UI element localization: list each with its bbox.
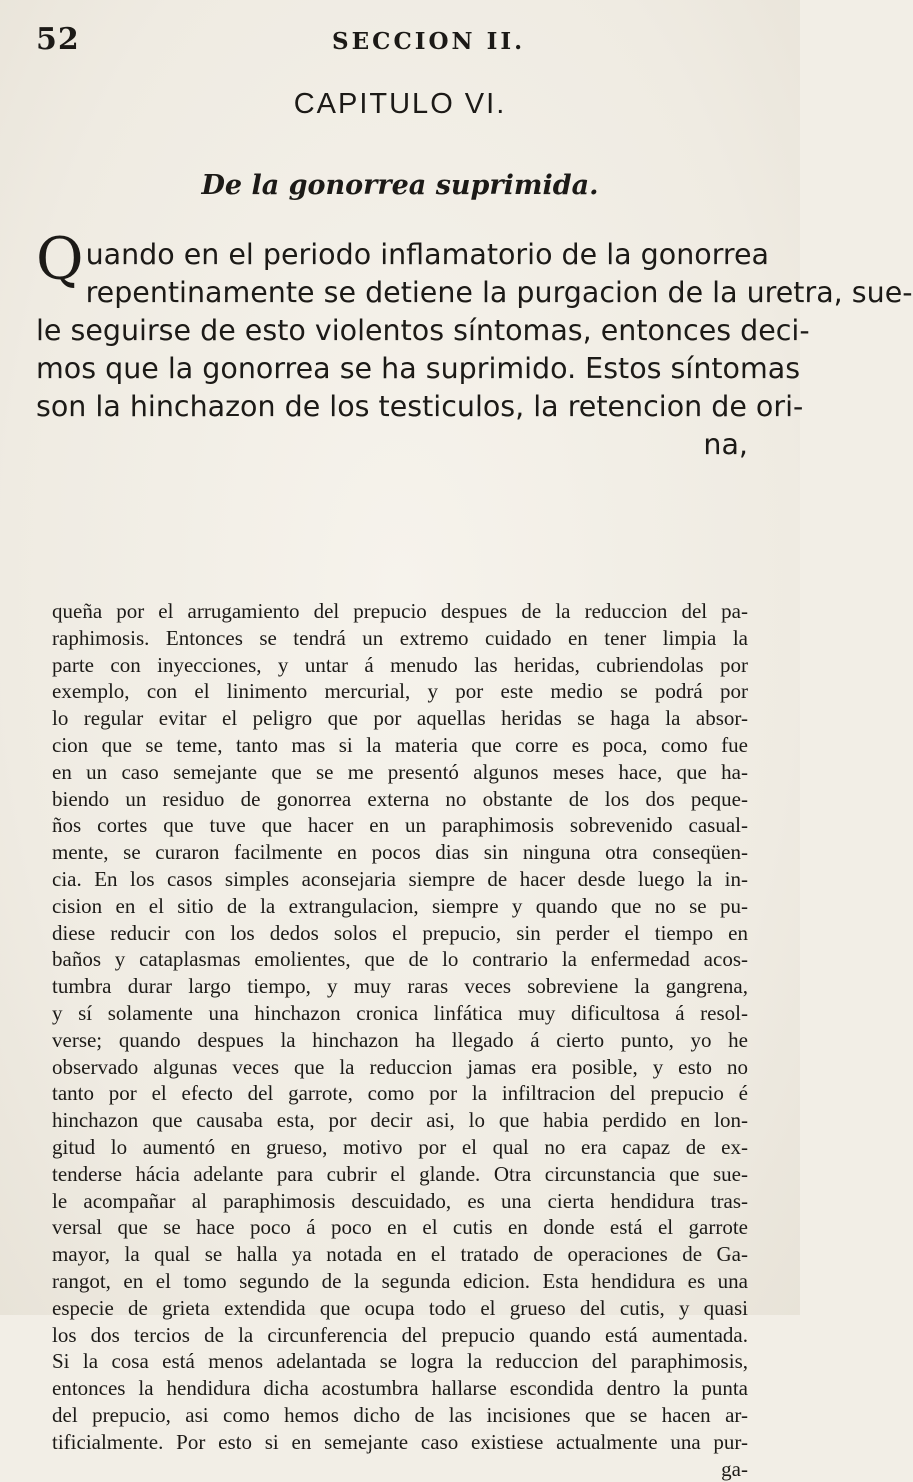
text-line: mayor, la qual se halla ya notada en el tratado de operaciones de Ga- [52, 1241, 748, 1268]
text-line: baños y cataplasmas emolientes, que de lo contrario la enfermedad acos- [52, 946, 748, 973]
chapter-title: CAPITULO VI. [0, 88, 800, 121]
text-line: mente, se curaron facilmente en pocos dias sin ninguna otra conseqüen- [52, 839, 748, 866]
text-line: verse; quando despues la hinchazon ha llegado á cierto punto, yo he [52, 1027, 748, 1054]
text-line: parte con inyecciones, y untar á menudo las heridas, cubriendolas por [52, 652, 748, 679]
text-line: queña por el arrugamiento del prepucio despues de la reduccion del pa- [52, 598, 748, 625]
text-line: tificialmente. Por esto si en semejante caso existiese actualmente una pur- [52, 1429, 748, 1456]
text-line: Si la cosa está menos adelantada se logra la reduccion del paraphimosis, [52, 1348, 748, 1375]
text-line: exemplo, con el linimento mercurial, y por este medio se podrá por [52, 678, 748, 705]
text-line: lo regular evitar el peligro que por aquellas heridas se haga la absor- [52, 705, 748, 732]
text-line: y sí solamente una hinchazon cronica linfática muy dificultosa á resol- [52, 1000, 748, 1027]
lead-line: uando en el periodo inflamatorio de la gonorrea [36, 236, 748, 274]
text-line: raphimosis. Entonces se tendrá un extremo cuidado en tener limpia la [52, 625, 748, 652]
text-line: diese reducir con los dedos solos el prepucio, sin perder el tiempo en [52, 920, 748, 947]
chapter-subtitle: De la gonorrea suprimida. [0, 170, 800, 201]
text-line: entonces la hendidura dicha acostumbra hallarse escondida dentro la punta [52, 1375, 748, 1402]
lead-line: le seguirse de esto violentos síntomas, entonces deci- [36, 312, 748, 350]
text-line: observado algunas veces que la reduccion jamas era posible, y esto no [52, 1054, 748, 1081]
text-line: biendo un residuo de gonorrea externa no obstante de los dos peque- [52, 786, 748, 813]
lead-line: na, [36, 426, 748, 464]
text-line: tumbra durar largo tiempo, y muy raras veces sobreviene la gangrena, [52, 973, 748, 1000]
lead-line: son la hinchazon de los testiculos, la retencion de ori- [36, 388, 748, 426]
text-line: ños cortes que tuve que hacer en un paraphimosis sobrevenido casual- [52, 812, 748, 839]
catchword: ga- [52, 1456, 748, 1482]
page-header [36, 22, 760, 62]
lead-line: mos que la gonorrea se ha suprimido. Estos síntomas [36, 350, 748, 388]
text-line: cision en el sitio de la extrangulacion, siempre y quando que no se pu- [52, 893, 748, 920]
page-number: 52 [36, 22, 80, 57]
text-line: los dos tercios de la circunferencia del prepucio quando está aumentada. [52, 1322, 748, 1349]
text-line: versal que se hace poco á poco en el cutis en donde está el garrote [52, 1214, 748, 1241]
small-print-paragraph [52, 598, 748, 1482]
lead-paragraph [36, 236, 748, 464]
text-line: cia. En los casos simples aconsejaria siempre de hacer desde luego la in- [52, 866, 748, 893]
text-line: especie de grieta extendida que ocupa todo el grueso del cutis, y quasi [52, 1295, 748, 1322]
drop-cap: Q [36, 240, 84, 278]
text-line: le acompañar al paraphimosis descuidado, es una cierta hendidura tras- [52, 1188, 748, 1215]
text-line: hinchazon que causaba esta, por decir asi, lo que habia perdido en lon- [52, 1107, 748, 1134]
text-line: rangot, en el tomo segundo de la segunda edicion. Esta hendidura es una [52, 1268, 748, 1295]
running-head: SECCION II. [332, 28, 525, 55]
text-line: tanto por el efecto del garrote, como por la infiltracion del prepucio é [52, 1080, 748, 1107]
text-line: cion que se teme, tanto mas si la materia que corre es poca, como fue [52, 732, 748, 759]
text-line: tenderse hácia adelante para cubrir el glande. Otra circunstancia que sue- [52, 1161, 748, 1188]
lead-line: repentinamente se detiene la purgacion de la uretra, sue- [36, 274, 748, 312]
text-line: gitud lo aumentó en grueso, motivo por el qual no era capaz de ex- [52, 1134, 748, 1161]
text-line: en un caso semejante que se me presentó algunos meses hace, que ha- [52, 759, 748, 786]
text-line: del prepucio, asi como hemos dicho de las incisiones que se hacen ar- [52, 1402, 748, 1429]
